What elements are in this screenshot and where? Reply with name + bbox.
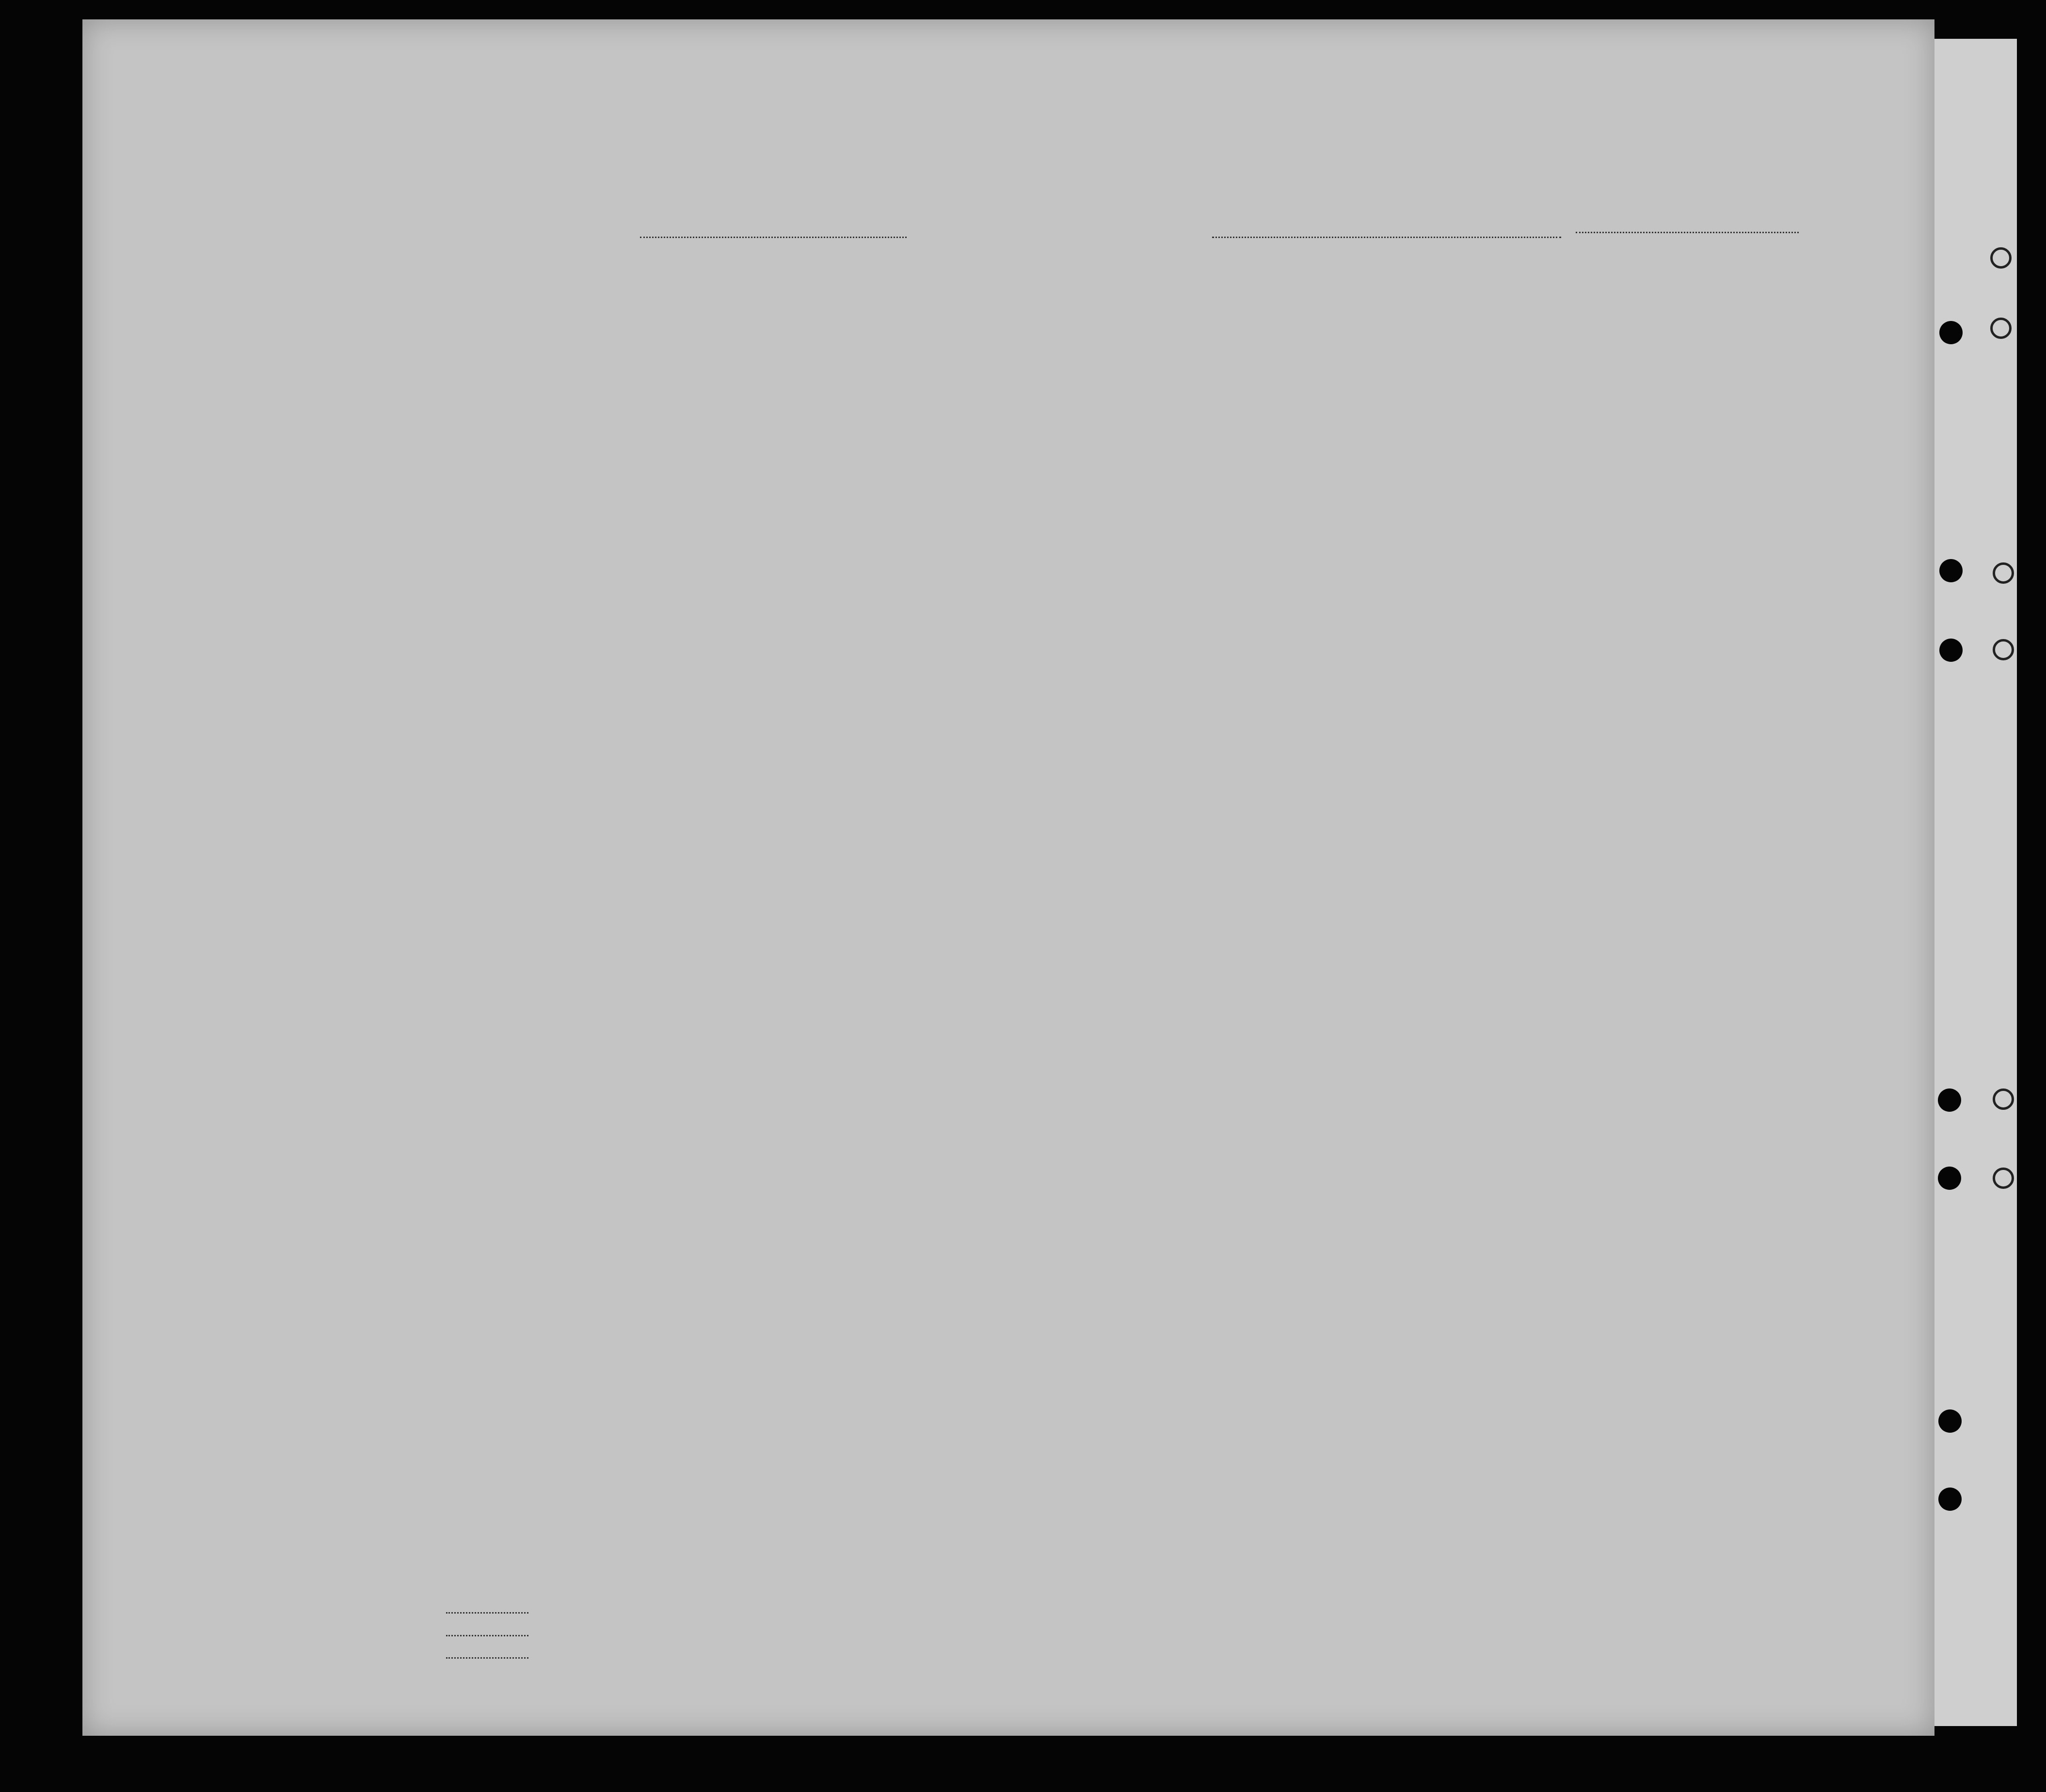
punch-hole — [1939, 559, 1963, 582]
punch-hole — [1938, 1488, 1962, 1511]
ship-underline — [640, 237, 907, 238]
aliens-line — [446, 1657, 528, 1659]
us-citizens-line — [446, 1635, 528, 1636]
punch-hole — [1939, 321, 1963, 344]
port-underline — [1212, 237, 1561, 238]
punch-hole — [1938, 1167, 1961, 1190]
punch-hole-ring — [1993, 562, 2014, 584]
punch-hole-ring — [1990, 318, 2012, 339]
punch-hole-ring — [1993, 639, 2014, 660]
total-passengers-line — [446, 1612, 528, 1614]
sheet-edge — [1934, 39, 2017, 1726]
punch-hole — [1939, 639, 1963, 662]
punch-hole-ring — [1993, 1088, 2014, 1110]
punch-hole — [1938, 1409, 1962, 1433]
punch-hole-ring — [1990, 247, 2012, 269]
date-underline — [1576, 232, 1799, 233]
punch-hole-ring — [1993, 1168, 2014, 1189]
punch-hole — [1938, 1088, 1961, 1112]
manifest-sheet — [82, 19, 1934, 1736]
